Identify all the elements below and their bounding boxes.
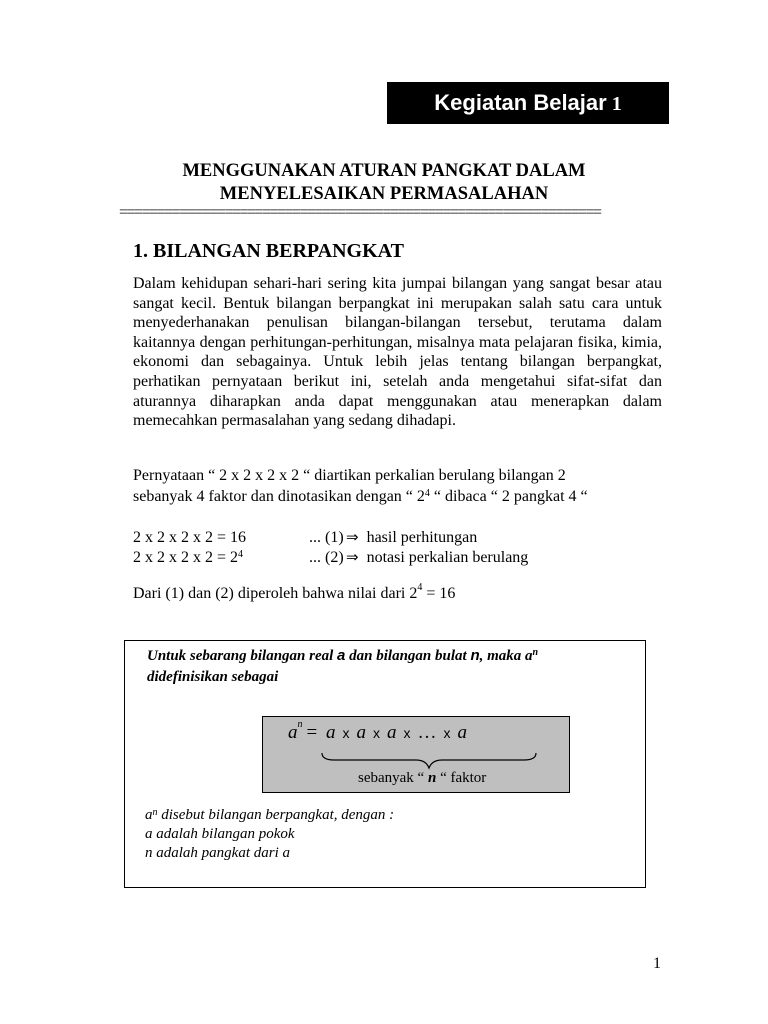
definition-intro-pre: Untuk sebarang bilangan real [147, 648, 338, 664]
statement-line2 [133, 487, 662, 508]
power-formula [288, 719, 467, 744]
note-3-var: n [145, 845, 153, 861]
conclusion-post: = 16 [422, 585, 456, 602]
statement-exponent: 4 [424, 488, 430, 499]
definition-note-3 [145, 844, 394, 863]
brace-label-n: n [427, 770, 437, 786]
definition-var-a: a [337, 647, 346, 664]
note-1-text: disebut bilangan berpangkat, dengan : [157, 807, 395, 823]
formula-factor-3: a [386, 722, 397, 743]
statement-line1: Pernyataan “ 2 x 2 x 2 x 2 “ diartikan perkalian berulang bilangan 2 [133, 467, 566, 484]
statement-paragraph [133, 466, 662, 508]
definition-notes [145, 806, 394, 863]
equation-expr-2-text: 2 x 2 x 2 x 2 = 2 [133, 549, 239, 566]
banner-title: Kegiatan Belajar [434, 90, 607, 115]
formula-exponent: n [297, 719, 303, 730]
equation-expr-2 [133, 548, 309, 568]
page-number: 1 [653, 955, 661, 972]
multiply-op-2: x [372, 725, 380, 741]
equation-note-1: hasil perhitungan [366, 529, 478, 546]
title-divider: ================================================================ [119, 205, 601, 221]
conclusion-pre: Dari (1) dan (2) diperoleh bahwa nilai dari 2 [133, 585, 418, 602]
chapter-title-line1: MENGGUNAKAN ATURAN PANGKAT DALAM [182, 161, 586, 181]
equation-note-2: notasi perkalian berulang [366, 549, 529, 566]
brace-label-post: “ faktor [436, 770, 487, 786]
intro-paragraph: Dalam kehidupan sehari-hari sering kita jumpai bilangan yang sangat besar atau sangat kecil. Bentuk bilangan berpangkat ini merupakan salah satu cara untuk menyederhanakan penulisan bilangan-bilangan tersebut, terutama dalam kaitannya dengan perhitungan-perhitungan, misalnya mata pelajaran fisika, kimia, ekonomi dan sebagainya. Untuk lebih jelas tentang bilangan berpangkat, perhatikan pernyataan berikut ini, setelah anda mengetahui sifat-sifat dan aturannya diharapkan anda dapat menggunakan atau menerapkan dalam memecahkan permasalahan yang sedang dihadapi. [133, 275, 662, 430]
chapter-title [100, 160, 668, 206]
equation-expr-1-text: 2 x 2 x 2 x 2 = 16 [133, 529, 247, 546]
banner-number: 1 [611, 92, 622, 115]
note-1-var: a [145, 807, 153, 823]
formula-equals: = [306, 722, 318, 743]
note-2-var: a [145, 826, 153, 842]
equation-row-2 [133, 547, 528, 568]
brace-label-pre: sebanyak “ [358, 770, 428, 786]
implies-arrow-icon: ⇒ [346, 548, 359, 566]
conclusion-exp: 4 [417, 582, 423, 593]
formula-factor-1: a [325, 722, 336, 743]
note-3-text: adalah pangkat dari a [152, 845, 290, 861]
formula-base: a [288, 722, 298, 743]
definition-intro-line1 [147, 645, 637, 667]
definition-intro [147, 645, 637, 688]
definition-intro-sup: n [532, 647, 539, 658]
definition-intro-line2: didefinisikan sebagai [147, 669, 279, 685]
formula-ellipsis: … [417, 722, 437, 743]
multiply-op-1: x [342, 725, 350, 741]
formula-factor-last: a [457, 722, 467, 743]
definition-intro-mid: dan bilangan bulat [345, 648, 471, 664]
equation-exp-2: 4 [238, 549, 244, 560]
definition-intro-post: , maka a [479, 648, 533, 664]
activity-banner [387, 82, 669, 124]
equation-expr-1 [133, 528, 309, 548]
formula-factor-2: a [356, 722, 366, 743]
note-2-text: adalah bilangan pokok [152, 826, 295, 842]
conclusion-line [133, 582, 456, 603]
definition-note-2 [145, 825, 394, 844]
definition-var-n: n [470, 647, 480, 664]
brace-label [358, 770, 486, 787]
implies-arrow-icon: ⇒ [346, 528, 359, 546]
section-heading: 1. BILANGAN BERPANGKAT [133, 240, 404, 262]
multiply-op-3: x [403, 725, 411, 741]
note-1-sup: n [152, 807, 158, 818]
definition-note-1 [145, 806, 394, 825]
underbrace-icon [320, 751, 540, 771]
equation-marker-1: ... (1) [309, 529, 344, 546]
statement-line2-pre: sebanyak 4 faktor dan dinotasikan dengan “ 2 [133, 488, 425, 505]
equation-marker-2: ... (2) [309, 549, 344, 566]
equation-row-1 [133, 527, 477, 548]
statement-line2-post: “ dibaca “ 2 pangkat 4 “ [429, 488, 588, 505]
multiply-op-4: x [443, 725, 451, 741]
chapter-title-line2: MENYELESAIKAN PERMASALAHAN [219, 184, 549, 204]
